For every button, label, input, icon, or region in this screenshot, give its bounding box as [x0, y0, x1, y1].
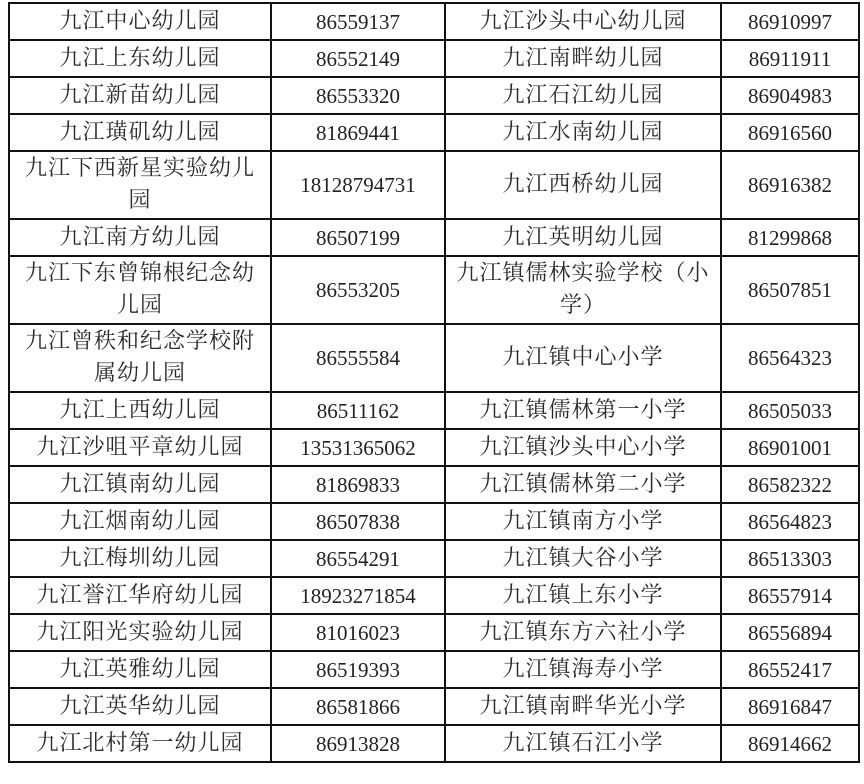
school-name-cell: 九江曾秩和纪念学校附属幼儿园 [9, 324, 271, 392]
phone-cell: 86564823 [721, 503, 859, 540]
phone-cell: 86507838 [271, 503, 445, 540]
phone-cell: 81869441 [271, 114, 445, 151]
school-name-cell: 九江镇中心小学 [445, 324, 721, 392]
table-row [9, 577, 859, 614]
phone-cell: 86914662 [721, 725, 859, 762]
phone-cell: 86552149 [271, 40, 445, 77]
phone-cell: 86901001 [721, 429, 859, 466]
phone-cell: 86513303 [721, 540, 859, 577]
phone-cell: 86553205 [271, 256, 445, 324]
school-name-cell: 九江英华幼儿园 [9, 688, 271, 725]
phone-cell: 86505033 [721, 392, 859, 429]
school-name-cell: 九江璜矶幼儿园 [9, 114, 271, 151]
phone-cell: 18128794731 [271, 151, 445, 219]
phone-cell: 86913828 [271, 725, 445, 762]
school-name-cell: 九江烟南幼儿园 [9, 503, 271, 540]
phone-cell: 86904983 [721, 77, 859, 114]
phone-cell: 81016023 [271, 614, 445, 651]
school-name-cell: 九江镇上东小学 [445, 577, 721, 614]
phone-cell: 13531365062 [271, 429, 445, 466]
school-name-cell: 九江镇南畔华光小学 [445, 688, 721, 725]
school-name-cell: 九江镇南方小学 [445, 503, 721, 540]
table-row [9, 466, 859, 503]
table-row [9, 503, 859, 540]
contact-table [8, 2, 860, 763]
school-name-cell: 九江阳光实验幼儿园 [9, 614, 271, 651]
table-row [9, 614, 859, 651]
school-name-cell: 九江上西幼儿园 [9, 392, 271, 429]
table-row [9, 40, 859, 77]
table-row [9, 151, 859, 219]
phone-cell: 86916560 [721, 114, 859, 151]
table-row [9, 3, 859, 40]
phone-cell: 81299868 [721, 219, 859, 256]
school-name-cell: 九江镇儒林第一小学 [445, 392, 721, 429]
phone-cell: 86916382 [721, 151, 859, 219]
phone-cell: 86581866 [271, 688, 445, 725]
school-name-cell: 九江镇海寿小学 [445, 651, 721, 688]
table-row [9, 429, 859, 466]
school-name-cell: 九江新苗幼儿园 [9, 77, 271, 114]
school-name-cell: 九江沙头中心幼儿园 [445, 3, 721, 40]
school-name-cell: 九江石江幼儿园 [445, 77, 721, 114]
phone-cell: 86910997 [721, 3, 859, 40]
phone-cell: 86554291 [271, 540, 445, 577]
school-name-cell: 九江中心幼儿园 [9, 3, 271, 40]
school-name-cell: 九江水南幼儿园 [445, 114, 721, 151]
table-row [9, 324, 859, 392]
table-row [9, 392, 859, 429]
school-name-cell: 九江镇石江小学 [445, 725, 721, 762]
phone-cell: 86911911 [721, 40, 859, 77]
school-name-cell: 九江上东幼儿园 [9, 40, 271, 77]
school-name-cell: 九江镇沙头中心小学 [445, 429, 721, 466]
phone-cell: 86559137 [271, 3, 445, 40]
school-name-cell: 九江沙咀平章幼儿园 [9, 429, 271, 466]
school-name-cell: 九江北村第一幼儿园 [9, 725, 271, 762]
school-name-cell: 九江英明幼儿园 [445, 219, 721, 256]
school-name-cell: 九江梅圳幼儿园 [9, 540, 271, 577]
school-name-cell: 九江镇东方六社小学 [445, 614, 721, 651]
table-row [9, 114, 859, 151]
table-row [9, 256, 859, 324]
school-name-cell: 九江西桥幼儿园 [445, 151, 721, 219]
phone-cell: 86507199 [271, 219, 445, 256]
table-row [9, 651, 859, 688]
school-name-cell: 九江镇南幼儿园 [9, 466, 271, 503]
phone-cell: 86555584 [271, 324, 445, 392]
phone-cell: 86553320 [271, 77, 445, 114]
school-name-cell: 九江英雅幼儿园 [9, 651, 271, 688]
table-row [9, 540, 859, 577]
school-name-cell: 九江南方幼儿园 [9, 219, 271, 256]
table-row [9, 219, 859, 256]
phone-cell: 86582322 [721, 466, 859, 503]
table-row [9, 725, 859, 762]
phone-cell: 86511162 [271, 392, 445, 429]
phone-cell: 86556894 [721, 614, 859, 651]
school-name-cell: 九江镇儒林实验学校（小学） [445, 256, 721, 324]
school-name-cell: 九江下西新星实验幼儿园 [9, 151, 271, 219]
school-name-cell: 九江镇大谷小学 [445, 540, 721, 577]
school-name-cell: 九江誉江华府幼儿园 [9, 577, 271, 614]
phone-cell: 86916847 [721, 688, 859, 725]
phone-cell: 86507851 [721, 256, 859, 324]
phone-cell: 18923271854 [271, 577, 445, 614]
phone-cell: 86519393 [271, 651, 445, 688]
school-name-cell: 九江下东曾锦根纪念幼儿园 [9, 256, 271, 324]
table-row [9, 688, 859, 725]
school-name-cell: 九江南畔幼儿园 [445, 40, 721, 77]
phone-cell: 86552417 [721, 651, 859, 688]
school-name-cell: 九江镇儒林第二小学 [445, 466, 721, 503]
phone-cell: 86564323 [721, 324, 859, 392]
phone-cell: 86557914 [721, 577, 859, 614]
table-row [9, 77, 859, 114]
phone-cell: 81869833 [271, 466, 445, 503]
